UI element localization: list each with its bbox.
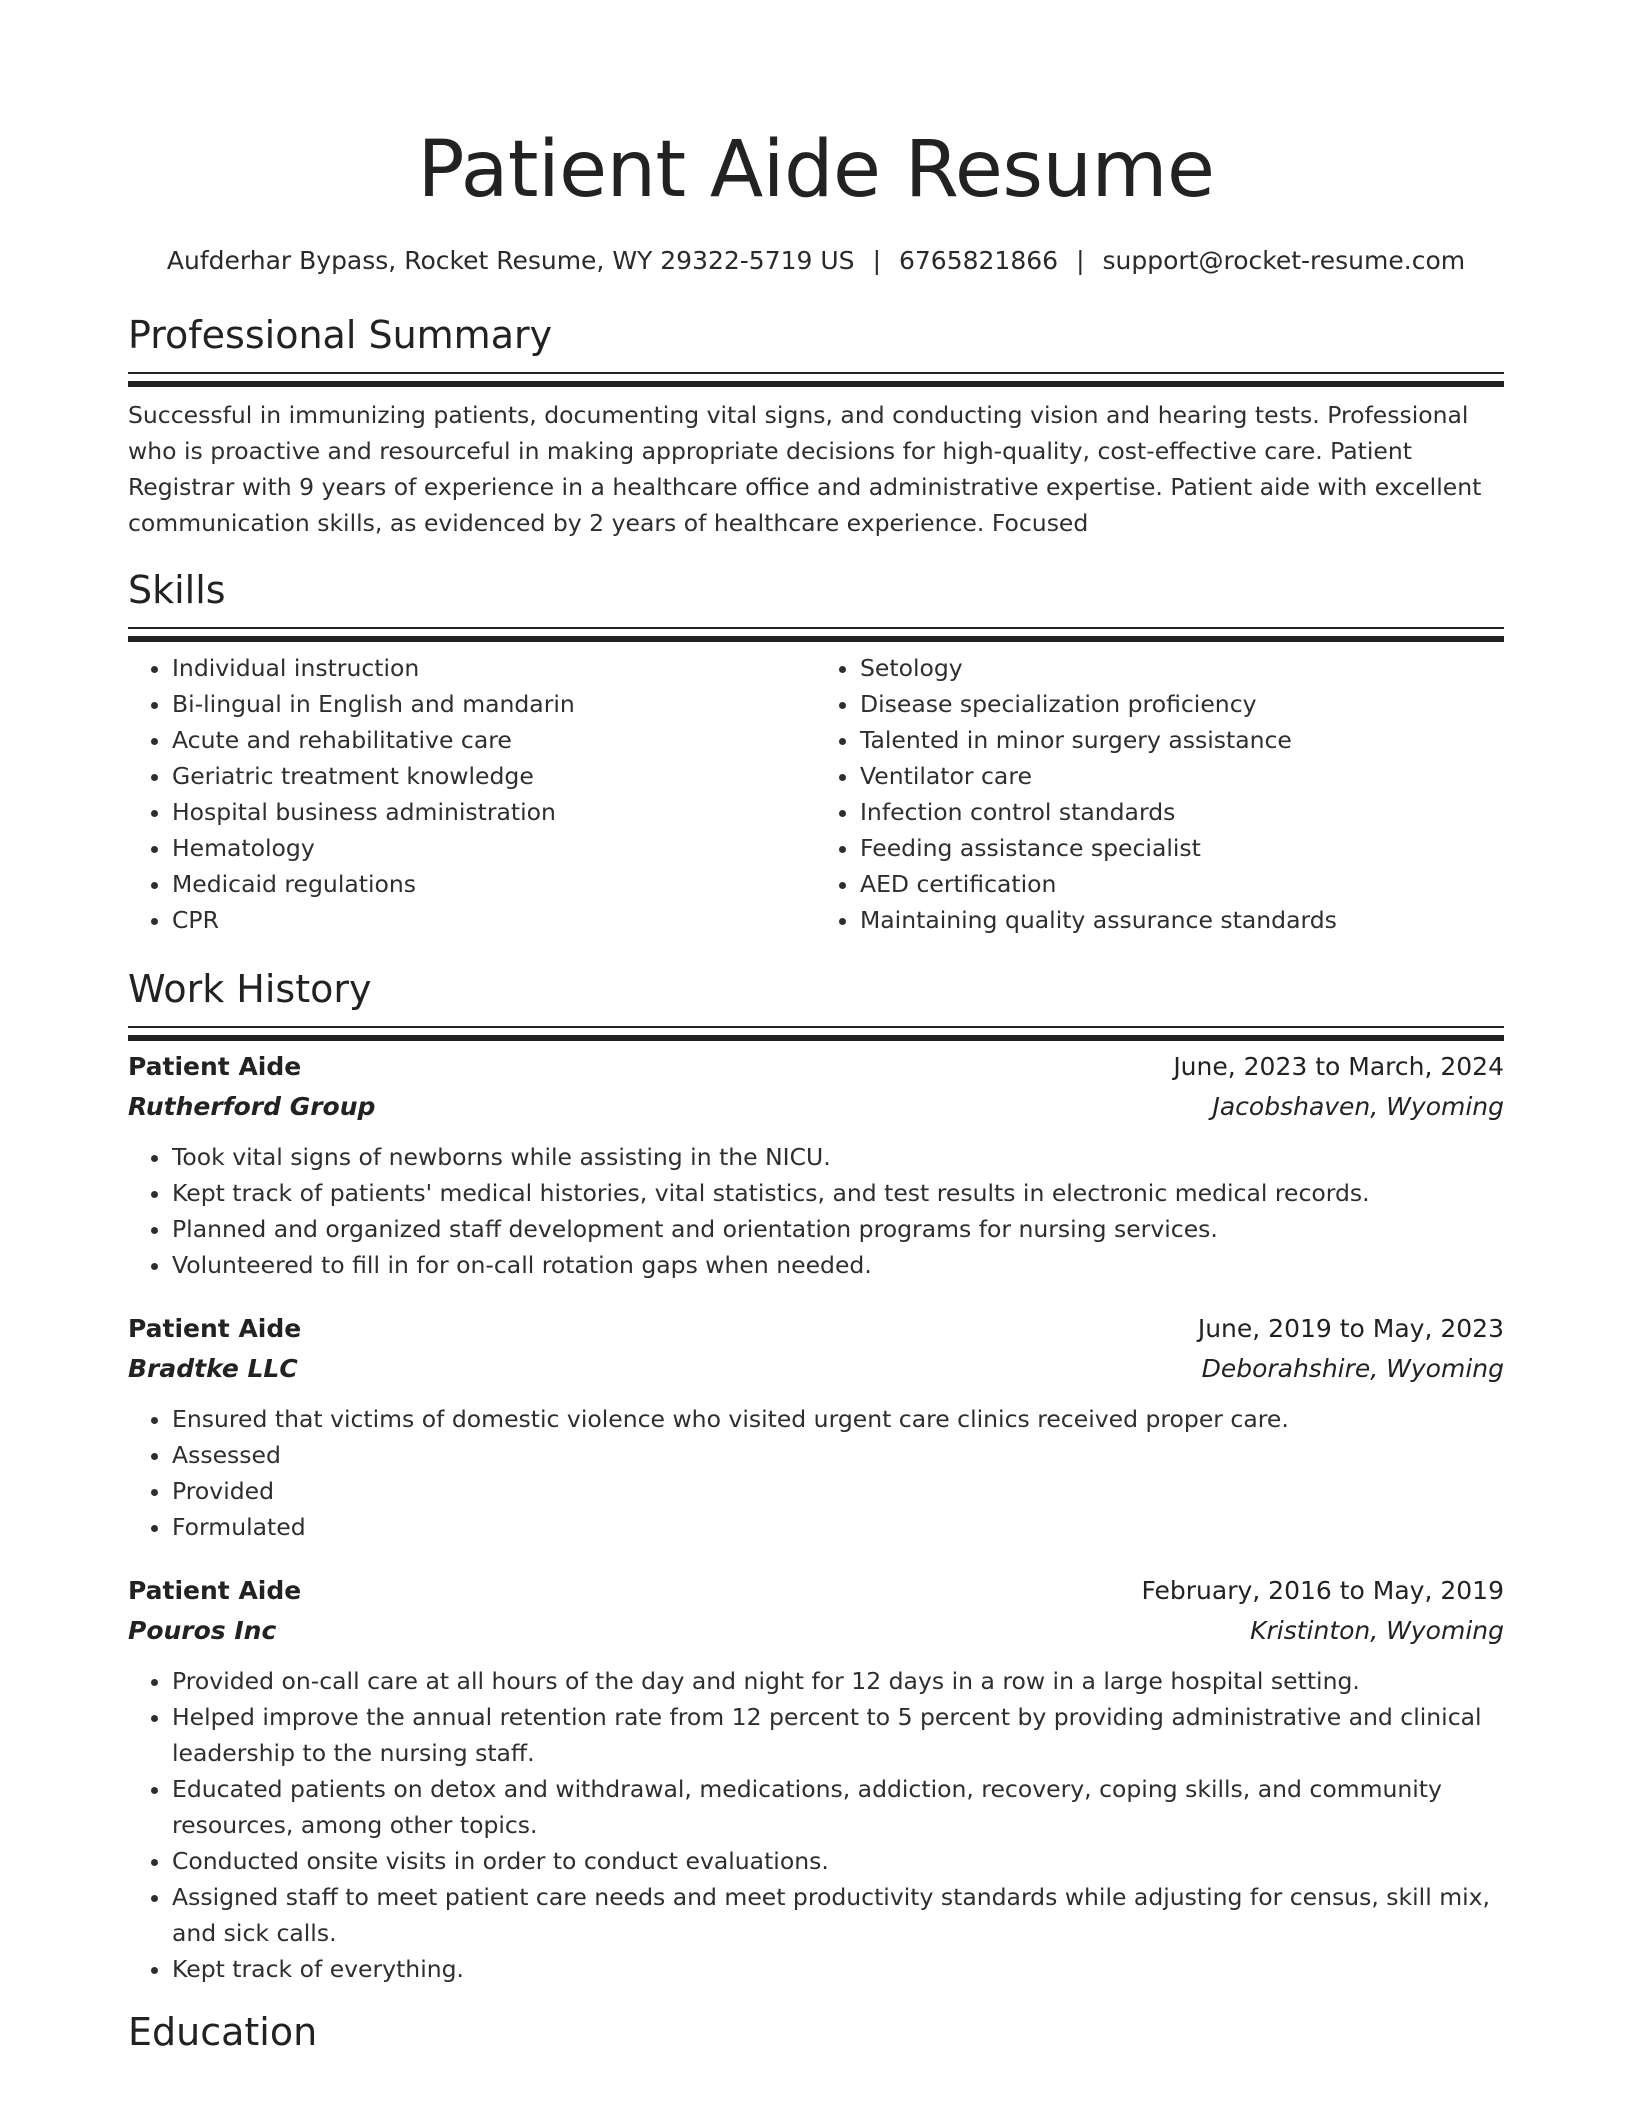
skills-grid bbox=[128, 650, 1504, 938]
job-dates: February, 2016 to May, 2019 bbox=[1141, 1576, 1504, 1605]
job-title: Patient Aide bbox=[128, 1314, 302, 1343]
section-divider bbox=[128, 627, 1504, 634]
job-bullet: • Helped improve the annual retention rate from 12 percent to 5 percent by providing administrative and clinical leadership to the nursing staff. bbox=[172, 1699, 1504, 1771]
job-subheader bbox=[128, 1087, 1504, 1127]
job-company: Pouros Inc bbox=[128, 1616, 277, 1645]
job-company: Rutherford Group bbox=[128, 1092, 376, 1121]
job-bullet: • Educated patients on detox and withdrawal, medications, addiction, recovery, coping skills, and community resources, among other topics. bbox=[172, 1771, 1504, 1843]
job-location: Deborahshire, Wyoming bbox=[1201, 1354, 1504, 1383]
job-bullets bbox=[128, 1663, 1504, 1987]
job-bullet: • Assessed bbox=[172, 1437, 1504, 1473]
skill-item: • Bi-lingual in English and mandarin bbox=[172, 686, 816, 722]
skill-item: • Individual instruction bbox=[172, 650, 816, 686]
skill-item: • Ventilator care bbox=[860, 758, 1504, 794]
section-heading-education: Education bbox=[128, 2010, 318, 2054]
job-entry bbox=[128, 1047, 1504, 1283]
job-header bbox=[128, 1047, 1504, 1087]
skill-item: • Hospital business administration bbox=[172, 794, 816, 830]
skill-item: • Hematology bbox=[172, 830, 816, 866]
job-title: Patient Aide bbox=[128, 1576, 302, 1605]
job-bullet: • Provided bbox=[172, 1473, 1504, 1509]
skill-item: • Disease specialization proficiency bbox=[860, 686, 1504, 722]
job-bullet: • Took vital signs of newborns while assisting in the NICU. bbox=[172, 1139, 1504, 1175]
page-title: Patient Aide Resume bbox=[417, 125, 1215, 215]
work-history-section bbox=[128, 964, 1504, 1987]
skill-item: • Feeding assistance specialist bbox=[860, 830, 1504, 866]
job-bullets bbox=[128, 1401, 1504, 1545]
job-company: Bradtke LLC bbox=[128, 1354, 298, 1383]
summary-text: Successful in immunizing patients, documenting vital signs, and conducting vision and hearing tests. Professional who is proactive and resourceful in making appropriate decisions for high-quality, cost-effective care. Patient Registrar with 9 years of experience in a healthcare office and administrative expertise. Patient aide with excellent communication skills, as evidenced by 2 years of healthcare experience. Focused bbox=[128, 401, 1482, 537]
section-heading-skills: Skills bbox=[128, 568, 226, 612]
contact-email: support@rocket-resume.com bbox=[1102, 246, 1466, 275]
section-divider bbox=[128, 1026, 1504, 1033]
job-bullet: • Kept track of patients' medical histories, vital statistics, and test results in electronic medical records. bbox=[172, 1175, 1504, 1211]
section-heading-work-history: Work History bbox=[128, 967, 372, 1011]
job-bullet: • Provided on-call care at all hours of the day and night for 12 days in a row in a large hospital setting. bbox=[172, 1663, 1504, 1699]
job-bullet: • Conducted onsite visits in order to conduct evaluations. bbox=[172, 1843, 1504, 1879]
education-section bbox=[128, 2007, 1504, 2057]
skill-item: • Acute and rehabilitative care bbox=[172, 722, 816, 758]
job-location: Jacobshaven, Wyoming bbox=[1212, 1092, 1504, 1121]
skill-item: • Talented in minor surgery assistance bbox=[860, 722, 1504, 758]
skills-list-right bbox=[816, 650, 1504, 938]
job-bullet: • Volunteered to fill in for on-call rotation gaps when needed. bbox=[172, 1247, 1504, 1283]
job-subheader bbox=[128, 1349, 1504, 1389]
job-entry bbox=[128, 1309, 1504, 1545]
job-bullet: • Formulated bbox=[172, 1509, 1504, 1545]
job-entry bbox=[128, 1571, 1504, 1987]
skills-column-left bbox=[128, 650, 816, 938]
skill-item: • Setology bbox=[860, 650, 1504, 686]
skill-item: • Geriatric treatment knowledge bbox=[172, 758, 816, 794]
job-bullet: • Assigned staff to meet patient care needs and meet productivity standards while adjusting for census, skill mix, and sick calls. bbox=[172, 1879, 1504, 1951]
job-dates: June, 2023 to March, 2024 bbox=[1173, 1052, 1504, 1081]
skills-section bbox=[128, 565, 1504, 938]
contact-address: Aufderhar Bypass, Rocket Resume, WY 29322-5719 US bbox=[166, 246, 855, 275]
section-heading-summary: Professional Summary bbox=[128, 313, 553, 357]
contact-separator: | bbox=[1076, 246, 1085, 275]
resume-page bbox=[128, 0, 1504, 2057]
job-subheader bbox=[128, 1611, 1504, 1651]
skill-item: • AED certification bbox=[860, 866, 1504, 902]
job-header bbox=[128, 1309, 1504, 1349]
summary-section bbox=[128, 310, 1504, 541]
job-bullets bbox=[128, 1139, 1504, 1283]
job-bullet: • Kept track of everything. bbox=[172, 1951, 1504, 1987]
job-title: Patient Aide bbox=[128, 1052, 302, 1081]
job-dates: June, 2019 to May, 2023 bbox=[1197, 1314, 1504, 1343]
skills-list-left bbox=[128, 650, 816, 938]
skills-column-right bbox=[816, 650, 1504, 938]
section-divider bbox=[128, 372, 1504, 379]
skill-item: • Infection control standards bbox=[860, 794, 1504, 830]
skill-item: • Maintaining quality assurance standards bbox=[860, 902, 1504, 938]
skill-item: • Medicaid regulations bbox=[172, 866, 816, 902]
contact-line bbox=[128, 244, 1504, 278]
contact-phone: 6765821866 bbox=[899, 246, 1059, 275]
contact-separator: | bbox=[872, 246, 881, 275]
job-bullet: • Ensured that victims of domestic violence who visited urgent care clinics received proper care. bbox=[172, 1401, 1504, 1437]
job-location: Kristinton, Wyoming bbox=[1250, 1616, 1504, 1645]
skill-item: • CPR bbox=[172, 902, 816, 938]
job-header bbox=[128, 1571, 1504, 1611]
job-bullet: • Planned and organized staff development and orientation programs for nursing services. bbox=[172, 1211, 1504, 1247]
